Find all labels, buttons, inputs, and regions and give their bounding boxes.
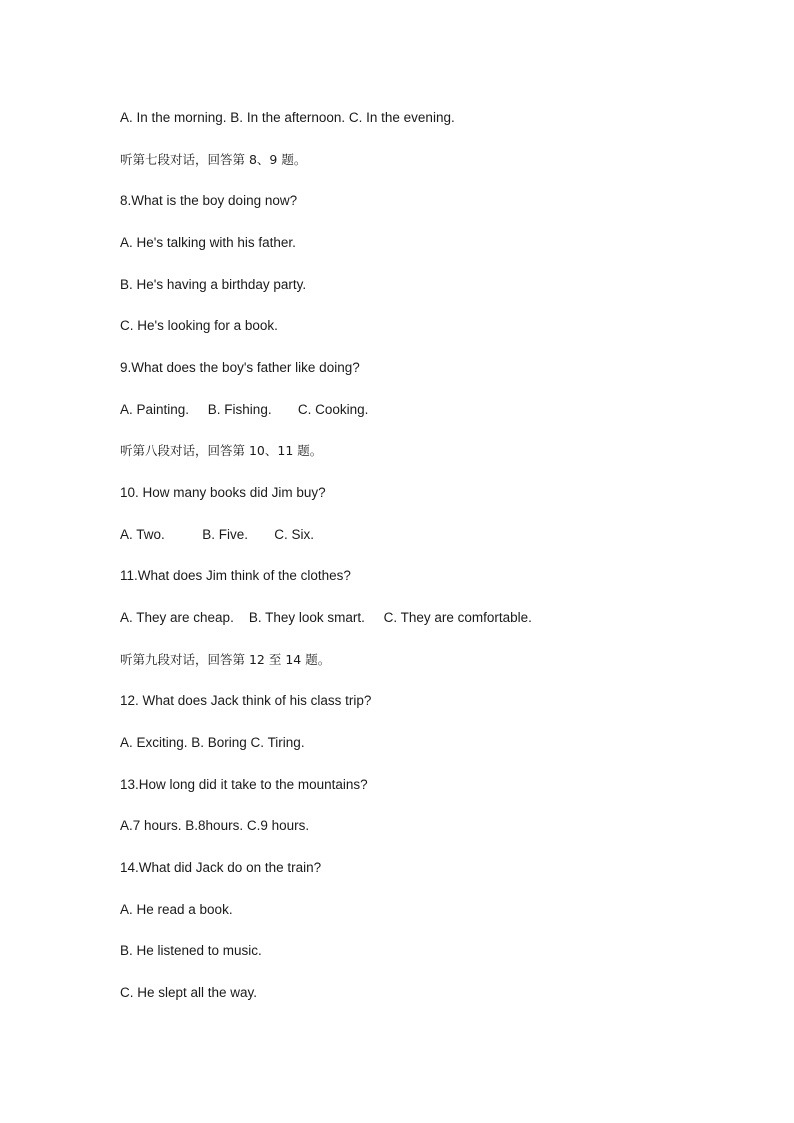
question-9: 9.What does the boy's father like doing? bbox=[120, 360, 360, 375]
q14-option-c: C. He slept all the way. bbox=[120, 985, 258, 1000]
q14-option-b: B. He listened to music. bbox=[120, 943, 262, 958]
question-14: 14.What did Jack do on the train? bbox=[120, 860, 322, 875]
q12-options: A. Exciting. B. Boring C. Tiring. bbox=[120, 735, 305, 750]
section-heading-dialogue-9: 听第九段对话，回答第 12 至 14 题。 bbox=[120, 652, 331, 667]
q8-option-a: A. He's talking with his father. bbox=[120, 235, 296, 250]
q14-option-a: A. He read a book. bbox=[120, 902, 233, 917]
q7-options: A. In the morning. B. In the afternoon. C. In the evening. bbox=[120, 110, 455, 125]
q9-options: A. Painting. B. Fishing. C. Cooking. bbox=[120, 402, 369, 417]
section-heading-dialogue-8: 听第八段对话，回答第 10、11 题。 bbox=[120, 443, 323, 458]
q11-options: A. They are cheap. B. They look smart. C. They are comfortable. bbox=[120, 610, 532, 625]
q8-option-c: C. He's looking for a book. bbox=[120, 318, 278, 333]
section-heading-dialogue-7: 听第七段对话，回答第 8、9 题。 bbox=[120, 152, 307, 167]
question-10: 10. How many books did Jim buy? bbox=[120, 485, 326, 500]
q8-option-b: B. He's having a birthday party. bbox=[120, 277, 307, 292]
question-13: 13.How long did it take to the mountains? bbox=[120, 777, 368, 792]
q13-options: A.7 hours. B.8hours. C.9 hours. bbox=[120, 818, 310, 833]
question-11: 11.What does Jim think of the clothes? bbox=[120, 568, 351, 583]
question-8: 8.What is the boy doing now? bbox=[120, 193, 298, 208]
question-12: 12. What does Jack think of his class trip? bbox=[120, 693, 372, 708]
q10-options: A. Two. B. Five. C. Six. bbox=[120, 527, 315, 542]
